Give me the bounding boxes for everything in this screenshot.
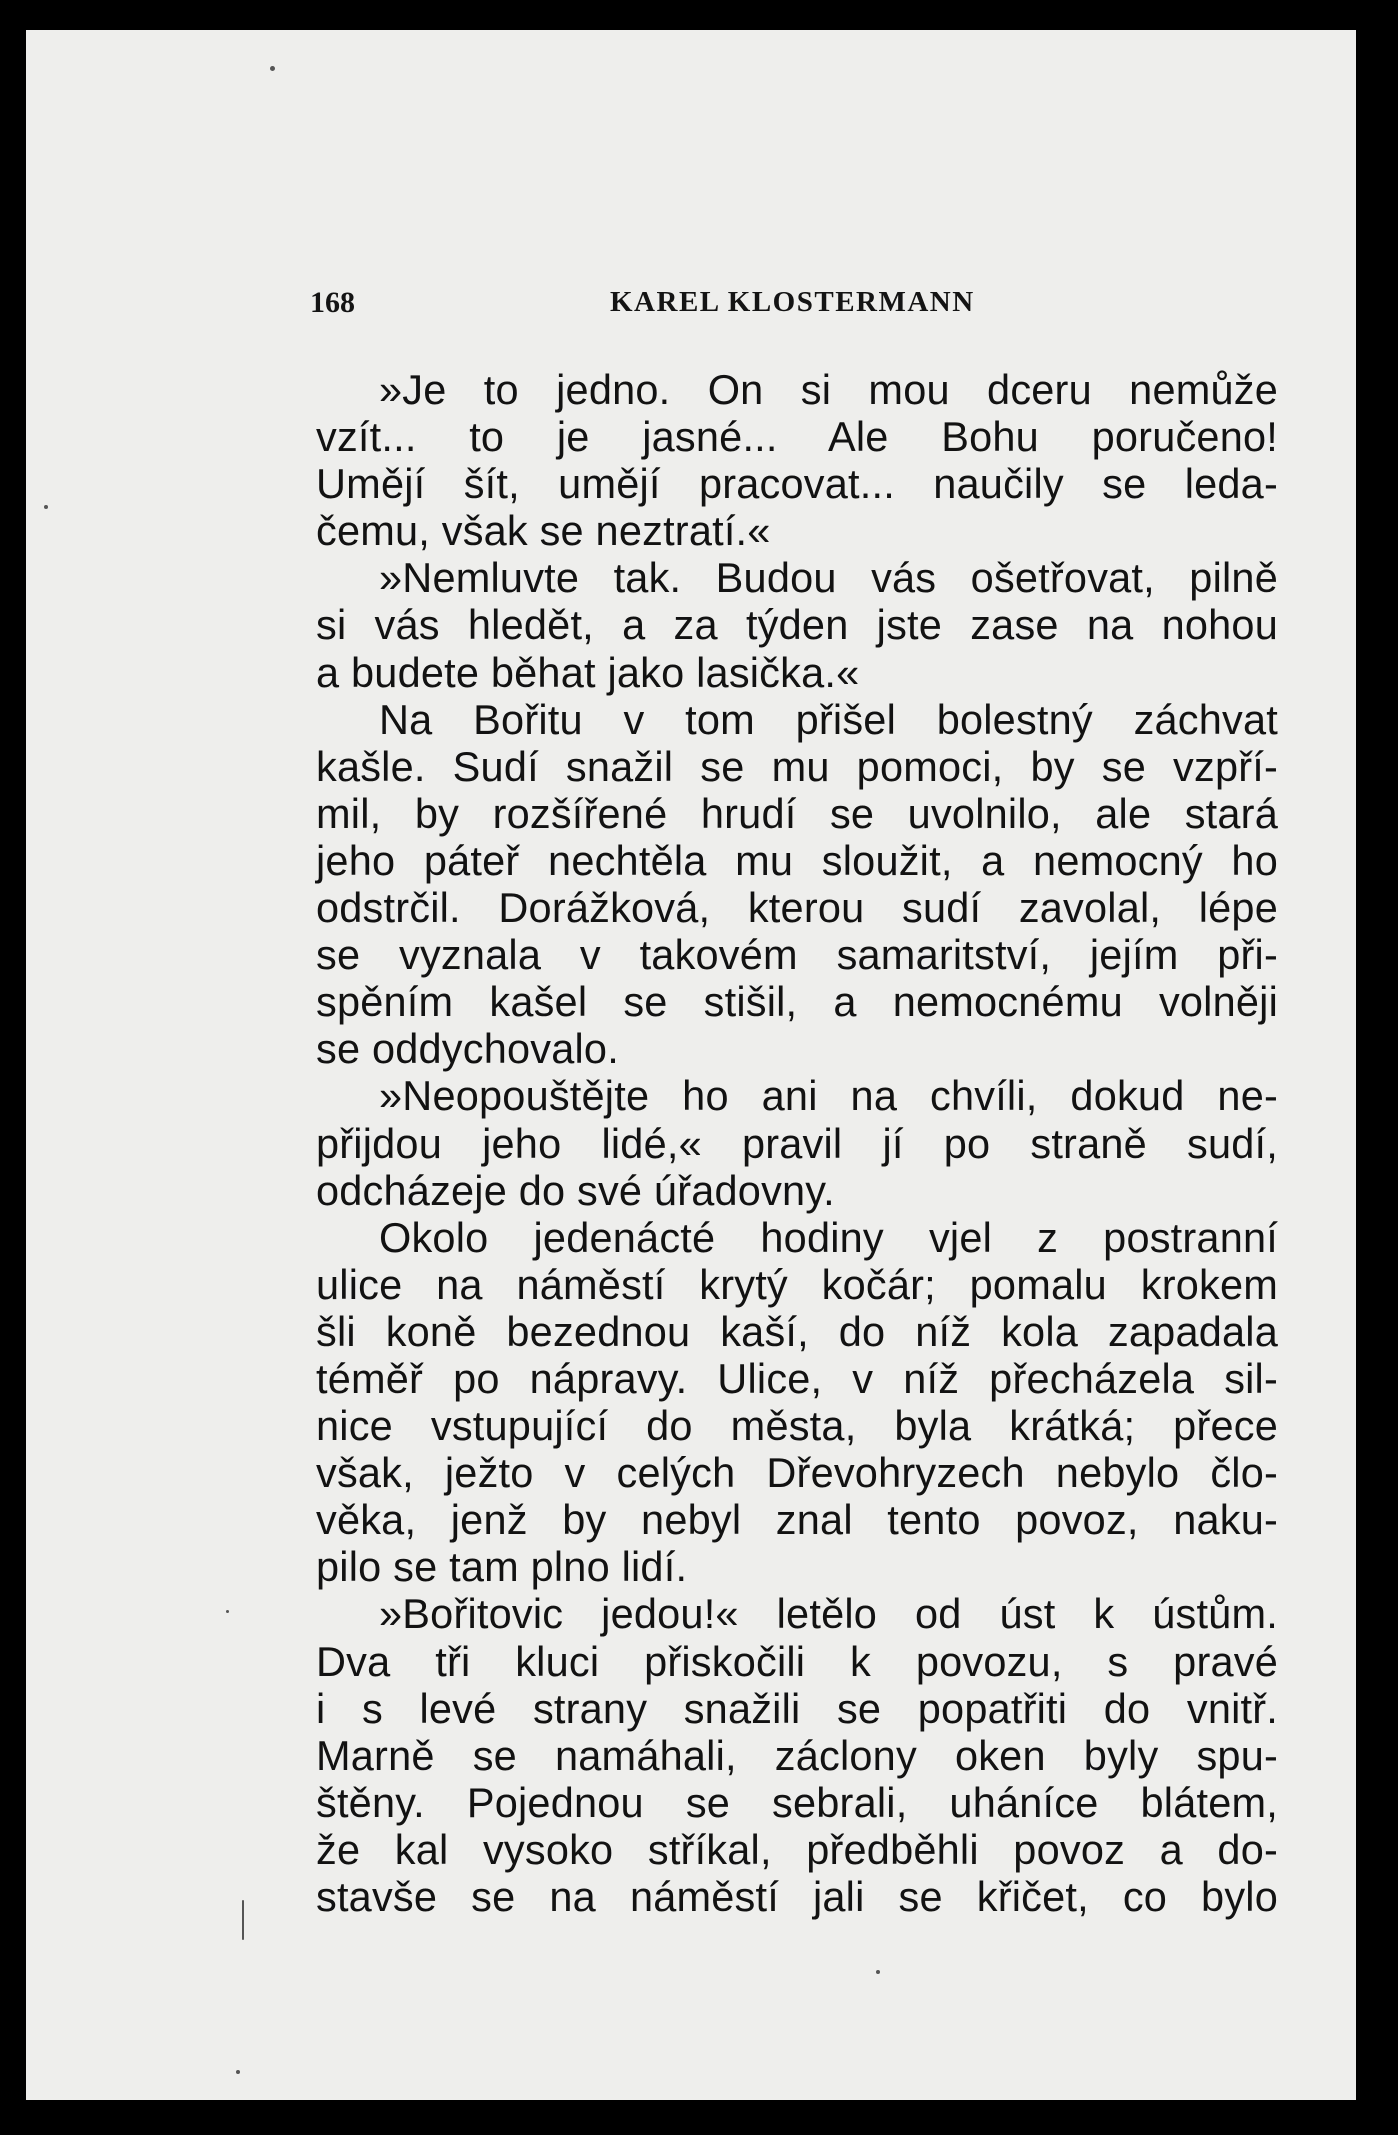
text-line: kašle. Sudí snažil se mu pomoci, by se vzpří- xyxy=(316,742,1278,790)
text-line: »Neopouštějte ho ani na chvíli, dokud ne- xyxy=(379,1072,1278,1120)
text-line: ulice na náměstí krytý kočár; pomalu krokem xyxy=(316,1260,1278,1308)
text-line: však, ježto v celých Dřevohryzech nebylo člo- xyxy=(316,1449,1278,1497)
text-line: téměř po nápravy. Ulice, v níž přecházela sil- xyxy=(316,1354,1278,1402)
text-line: odcházeje do své úřadovny. xyxy=(316,1166,835,1214)
text-line: nice vstupující do města, byla krátká; přece xyxy=(316,1402,1278,1450)
text-line: se oddychovalo. xyxy=(316,1025,619,1073)
text-line: »Nemluvte tak. Budou vás ošetřovat, pilně xyxy=(379,554,1278,602)
text-line: Na Bořitu v tom přišel bolestný záchvat xyxy=(379,695,1278,743)
page-border xyxy=(1356,0,1398,2135)
text-line: mil, by rozšířené hrudí se uvolnilo, ale stará xyxy=(316,789,1278,837)
text-line: si vás hledět, a za týden jste zase na nohou xyxy=(316,601,1278,649)
text-line: spěním kašel se stišil, a nemocnému volněji xyxy=(316,978,1278,1026)
text-line: pilo se tam plno lidí. xyxy=(316,1543,688,1591)
text-line: a budete běhat jako lasička.« xyxy=(316,648,860,696)
text-line: odstrčil. Dorážková, kterou sudí zavolal, lépe xyxy=(316,884,1278,932)
dust-speck xyxy=(876,1970,880,1974)
dust-speck xyxy=(242,1900,244,1940)
text-line: Dva tři kluci přiskočili k povozu, s pravé xyxy=(316,1637,1278,1685)
text-line: šli koně bezednou kaší, do níž kola zapadala xyxy=(316,1307,1278,1355)
dust-speck xyxy=(44,505,48,509)
text-line: »Bořitovic jedou!« letělo od úst k ústům. xyxy=(379,1590,1278,1638)
page-number: 168 xyxy=(310,286,355,319)
text-line: přijdou jeho lidé,« pravil jí po straně sudí, xyxy=(316,1119,1278,1167)
text-line: »Je to jedno. On si mou dceru nemůže xyxy=(379,366,1278,413)
body-text xyxy=(316,366,1278,1920)
text-line: vzít... to je jasné... Ale Bohu poručeno! xyxy=(316,413,1278,461)
text-line: Okolo jedenácté hodiny vjel z postranní xyxy=(379,1213,1278,1261)
dust-speck xyxy=(226,1610,229,1613)
text-line: věka, jenž by nebyl znal tento povoz, naku- xyxy=(316,1496,1278,1544)
text-line: Marně se namáhali, záclony oken byly spu- xyxy=(316,1731,1278,1779)
text-line: že kal vysoko stříkal, předběhli povoz a do- xyxy=(316,1825,1278,1873)
running-title: KAREL KLOSTERMANN xyxy=(610,286,975,318)
dust-speck xyxy=(236,2070,240,2074)
text-line: štěny. Pojednou se sebrali, uháníce blátem, xyxy=(316,1778,1278,1826)
text-line: jeho páteř nechtěla mu sloužit, a nemocný ho xyxy=(316,836,1278,884)
text-line: Umějí šít, umějí pracovat... naučily se leda- xyxy=(316,460,1278,508)
text-line: čemu, však se neztratí.« xyxy=(316,507,771,555)
page-header xyxy=(310,286,1312,326)
text-line: i s levé strany snažili se popatřiti do vnitř. xyxy=(316,1684,1278,1732)
book-page xyxy=(26,30,1356,2100)
text-line: se vyznala v takovém samaritství, jejím při- xyxy=(316,931,1278,979)
text-line: stavše se na náměstí jali se křičet, co bylo xyxy=(316,1873,1278,1920)
dust-speck xyxy=(270,66,275,71)
